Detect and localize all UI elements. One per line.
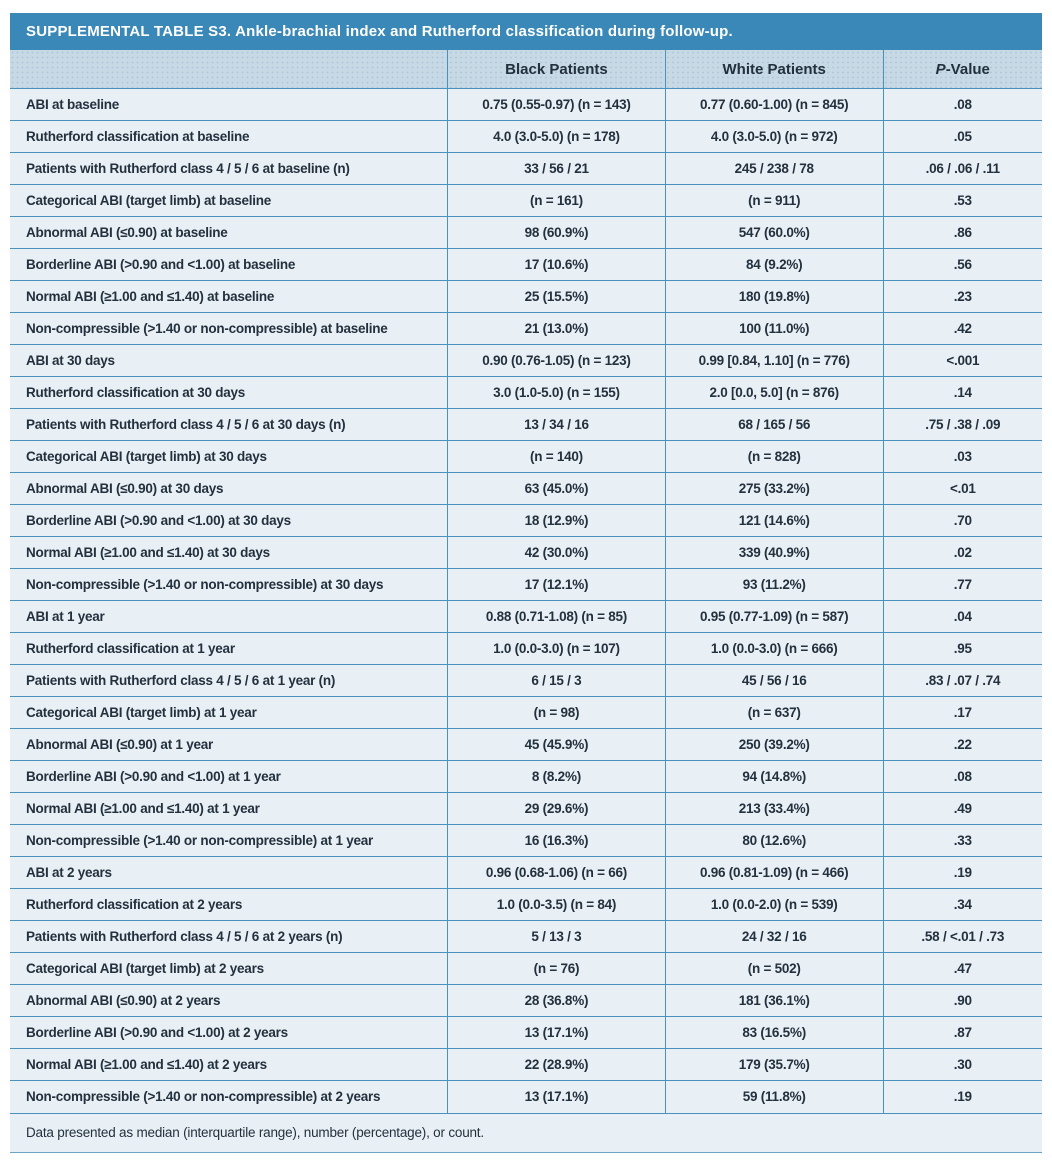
row-label: Abnormal ABI (≤0.90) at baseline: [10, 217, 448, 249]
black-patients-value: 3.0 (1.0-5.0) (n = 155): [448, 377, 666, 409]
column-header-row: [10, 50, 1042, 89]
black-patients-value: 16 (16.3%): [448, 825, 666, 857]
black-patients-value: 98 (60.9%): [448, 217, 666, 249]
row-label: Patients with Rutherford class 4 / 5 / 6 at 1 year (n): [10, 665, 448, 697]
white-patients-value: 250 (39.2%): [665, 729, 883, 761]
black-patients-value: 42 (30.0%): [448, 537, 666, 569]
row-label: Borderline ABI (>0.90 and <1.00) at 2 years: [10, 1017, 448, 1049]
table-row: [10, 729, 1042, 761]
p-value-cell: .34: [883, 889, 1042, 921]
black-patients-value: (n = 161): [448, 185, 666, 217]
table-row: [10, 153, 1042, 185]
white-patients-value: 45 / 56 / 16: [665, 665, 883, 697]
p-value-cell: .75 / .38 / .09: [883, 409, 1042, 441]
table-row: [10, 505, 1042, 537]
row-label: Rutherford classification at 1 year: [10, 633, 448, 665]
p-value-cell: .19: [883, 1081, 1042, 1113]
white-patients-value: (n = 911): [665, 185, 883, 217]
white-patients-value: 24 / 32 / 16: [665, 921, 883, 953]
row-label: Non-compressible (>1.40 or non-compressible) at 2 years: [10, 1081, 448, 1113]
p-value-cell: .19: [883, 857, 1042, 889]
white-patients-value: 121 (14.6%): [665, 505, 883, 537]
white-patients-value: 0.95 (0.77-1.09) (n = 587): [665, 601, 883, 633]
table-row: [10, 793, 1042, 825]
white-patients-value: 339 (40.9%): [665, 537, 883, 569]
table-row: [10, 761, 1042, 793]
p-value-cell: .87: [883, 1017, 1042, 1049]
white-patients-value: (n = 828): [665, 441, 883, 473]
p-value-cell: .03: [883, 441, 1042, 473]
row-label: ABI at 1 year: [10, 601, 448, 633]
black-patients-value: 63 (45.0%): [448, 473, 666, 505]
p-value-cell: .08: [883, 89, 1042, 121]
table-row: [10, 1081, 1042, 1113]
white-patients-value: 100 (11.0%): [665, 313, 883, 345]
row-header-column: [10, 50, 448, 89]
white-patients-value: 94 (14.8%): [665, 761, 883, 793]
column-header-white-patients: White Patients: [665, 50, 883, 89]
black-patients-value: 22 (28.9%): [448, 1049, 666, 1081]
table-row: [10, 89, 1042, 121]
table-row: [10, 121, 1042, 153]
row-label: Rutherford classification at 2 years: [10, 889, 448, 921]
row-label: Normal ABI (≥1.00 and ≤1.40) at 30 days: [10, 537, 448, 569]
black-patients-value: 0.75 (0.55-0.97) (n = 143): [448, 89, 666, 121]
white-patients-value: (n = 637): [665, 697, 883, 729]
table-row: [10, 889, 1042, 921]
white-patients-value: 0.99 [0.84, 1.10] (n = 776): [665, 345, 883, 377]
table-row: [10, 665, 1042, 697]
row-label: Categorical ABI (target limb) at 30 days: [10, 441, 448, 473]
table-row: [10, 601, 1042, 633]
table-row: [10, 569, 1042, 601]
row-label: Borderline ABI (>0.90 and <1.00) at 30 days: [10, 505, 448, 537]
table-row: [10, 921, 1042, 953]
p-value-cell: .06 / .06 / .11: [883, 153, 1042, 185]
p-value-cell: .17: [883, 697, 1042, 729]
white-patients-value: 0.77 (0.60-1.00) (n = 845): [665, 89, 883, 121]
white-patients-value: 0.96 (0.81-1.09) (n = 466): [665, 857, 883, 889]
table-row: [10, 249, 1042, 281]
p-value-cell: .77: [883, 569, 1042, 601]
row-label: Rutherford classification at 30 days: [10, 377, 448, 409]
white-patients-value: 1.0 (0.0-3.0) (n = 666): [665, 633, 883, 665]
row-label: Categorical ABI (target limb) at 2 years: [10, 953, 448, 985]
white-patients-value: 181 (36.1%): [665, 985, 883, 1017]
white-patients-value: 93 (11.2%): [665, 569, 883, 601]
p-value-cell: .08: [883, 761, 1042, 793]
supplemental-table-s3: [10, 13, 1042, 1153]
table-row: [10, 953, 1042, 985]
p-value-cell: .47: [883, 953, 1042, 985]
row-label: ABI at 30 days: [10, 345, 448, 377]
black-patients-value: 33 / 56 / 21: [448, 153, 666, 185]
black-patients-value: 5 / 13 / 3: [448, 921, 666, 953]
black-patients-value: 1.0 (0.0-3.0) (n = 107): [448, 633, 666, 665]
black-patients-value: 18 (12.9%): [448, 505, 666, 537]
black-patients-value: 29 (29.6%): [448, 793, 666, 825]
black-patients-value: 0.88 (0.71-1.08) (n = 85): [448, 601, 666, 633]
black-patients-value: 17 (10.6%): [448, 249, 666, 281]
white-patients-value: 59 (11.8%): [665, 1081, 883, 1113]
row-label: Normal ABI (≥1.00 and ≤1.40) at 1 year: [10, 793, 448, 825]
white-patients-value: 2.0 [0.0, 5.0] (n = 876): [665, 377, 883, 409]
table-row: [10, 345, 1042, 377]
p-value-cell: .22: [883, 729, 1042, 761]
row-label: Abnormal ABI (≤0.90) at 1 year: [10, 729, 448, 761]
black-patients-value: 0.90 (0.76-1.05) (n = 123): [448, 345, 666, 377]
p-value-cell: .83 / .07 / .74: [883, 665, 1042, 697]
p-value-cell: .04: [883, 601, 1042, 633]
row-label: Normal ABI (≥1.00 and ≤1.40) at 2 years: [10, 1049, 448, 1081]
black-patients-value: 13 (17.1%): [448, 1081, 666, 1113]
white-patients-value: 547 (60.0%): [665, 217, 883, 249]
row-label: ABI at baseline: [10, 89, 448, 121]
table-row: [10, 633, 1042, 665]
black-patients-value: (n = 76): [448, 953, 666, 985]
p-value-cell: .95: [883, 633, 1042, 665]
row-label: Categorical ABI (target limb) at 1 year: [10, 697, 448, 729]
p-value-cell: .53: [883, 185, 1042, 217]
black-patients-value: (n = 98): [448, 697, 666, 729]
row-label: Abnormal ABI (≤0.90) at 2 years: [10, 985, 448, 1017]
black-patients-value: 6 / 15 / 3: [448, 665, 666, 697]
white-patients-value: 84 (9.2%): [665, 249, 883, 281]
white-patients-value: (n = 502): [665, 953, 883, 985]
table-row: [10, 825, 1042, 857]
row-label: Non-compressible (>1.40 or non-compressible) at 1 year: [10, 825, 448, 857]
row-label: Patients with Rutherford class 4 / 5 / 6 at baseline (n): [10, 153, 448, 185]
table-row: [10, 409, 1042, 441]
p-value-cell: <.001: [883, 345, 1042, 377]
black-patients-value: 8 (8.2%): [448, 761, 666, 793]
table-row: [10, 857, 1042, 889]
table-row: [10, 985, 1042, 1017]
black-patients-value: 13 (17.1%): [448, 1017, 666, 1049]
row-label: Patients with Rutherford class 4 / 5 / 6 at 30 days (n): [10, 409, 448, 441]
p-value-cell: .42: [883, 313, 1042, 345]
p-value-cell: .49: [883, 793, 1042, 825]
row-label: Abnormal ABI (≤0.90) at 30 days: [10, 473, 448, 505]
table-row: [10, 281, 1042, 313]
p-value-cell: .33: [883, 825, 1042, 857]
p-value-cell: .56: [883, 249, 1042, 281]
row-label: Rutherford classification at baseline: [10, 121, 448, 153]
black-patients-value: 13 / 34 / 16: [448, 409, 666, 441]
row-label: Borderline ABI (>0.90 and <1.00) at 1 year: [10, 761, 448, 793]
white-patients-value: 80 (12.6%): [665, 825, 883, 857]
p-value-cell: .30: [883, 1049, 1042, 1081]
row-label: Patients with Rutherford class 4 / 5 / 6 at 2 years (n): [10, 921, 448, 953]
p-value-cell: .58 / <.01 / .73: [883, 921, 1042, 953]
column-header-black-patients: Black Patients: [448, 50, 666, 89]
row-label: Non-compressible (>1.40 or non-compressible) at 30 days: [10, 569, 448, 601]
black-patients-value: 28 (36.8%): [448, 985, 666, 1017]
table-row: [10, 185, 1042, 217]
white-patients-value: 180 (19.8%): [665, 281, 883, 313]
black-patients-value: (n = 140): [448, 441, 666, 473]
white-patients-value: 4.0 (3.0-5.0) (n = 972): [665, 121, 883, 153]
table-row: [10, 1049, 1042, 1081]
table-footnote: Data presented as median (interquartile range), number (percentage), or count.: [10, 1113, 1042, 1153]
white-patients-value: 179 (35.7%): [665, 1049, 883, 1081]
row-label: Non-compressible (>1.40 or non-compressible) at baseline: [10, 313, 448, 345]
black-patients-value: 45 (45.9%): [448, 729, 666, 761]
black-patients-value: 17 (12.1%): [448, 569, 666, 601]
row-label: Categorical ABI (target limb) at baseline: [10, 185, 448, 217]
row-label: Borderline ABI (>0.90 and <1.00) at baseline: [10, 249, 448, 281]
black-patients-value: 1.0 (0.0-3.5) (n = 84): [448, 889, 666, 921]
white-patients-value: 1.0 (0.0-2.0) (n = 539): [665, 889, 883, 921]
white-patients-value: 213 (33.4%): [665, 793, 883, 825]
table-row: [10, 697, 1042, 729]
p-value-cell: <.01: [883, 473, 1042, 505]
black-patients-value: 25 (15.5%): [448, 281, 666, 313]
p-value-cell: .02: [883, 537, 1042, 569]
p-value-cell: .70: [883, 505, 1042, 537]
table-title: SUPPLEMENTAL TABLE S3. Ankle-brachial index and Rutherford classification during follow-up.: [10, 13, 1042, 50]
white-patients-value: 83 (16.5%): [665, 1017, 883, 1049]
black-patients-value: 0.96 (0.68-1.06) (n = 66): [448, 857, 666, 889]
p-value-cell: .23: [883, 281, 1042, 313]
black-patients-value: 21 (13.0%): [448, 313, 666, 345]
column-header-p-value: [883, 50, 1042, 89]
black-patients-value: 4.0 (3.0-5.0) (n = 178): [448, 121, 666, 153]
p-value-cell: .90: [883, 985, 1042, 1017]
p-value-cell: .86: [883, 217, 1042, 249]
p-value-cell: .05: [883, 121, 1042, 153]
table-row: [10, 1017, 1042, 1049]
p-value-italic-p: P: [935, 60, 946, 78]
p-value-suffix: -Value: [945, 60, 990, 78]
table-row: [10, 537, 1042, 569]
table-row: [10, 217, 1042, 249]
white-patients-value: 275 (33.2%): [665, 473, 883, 505]
table-body: [10, 89, 1042, 1113]
white-patients-value: 245 / 238 / 78: [665, 153, 883, 185]
data-table: [10, 50, 1042, 1113]
p-value-cell: .14: [883, 377, 1042, 409]
table-row: [10, 441, 1042, 473]
white-patients-value: 68 / 165 / 56: [665, 409, 883, 441]
table-row: [10, 313, 1042, 345]
table-row: [10, 377, 1042, 409]
row-label: ABI at 2 years: [10, 857, 448, 889]
table-row: [10, 473, 1042, 505]
row-label: Normal ABI (≥1.00 and ≤1.40) at baseline: [10, 281, 448, 313]
